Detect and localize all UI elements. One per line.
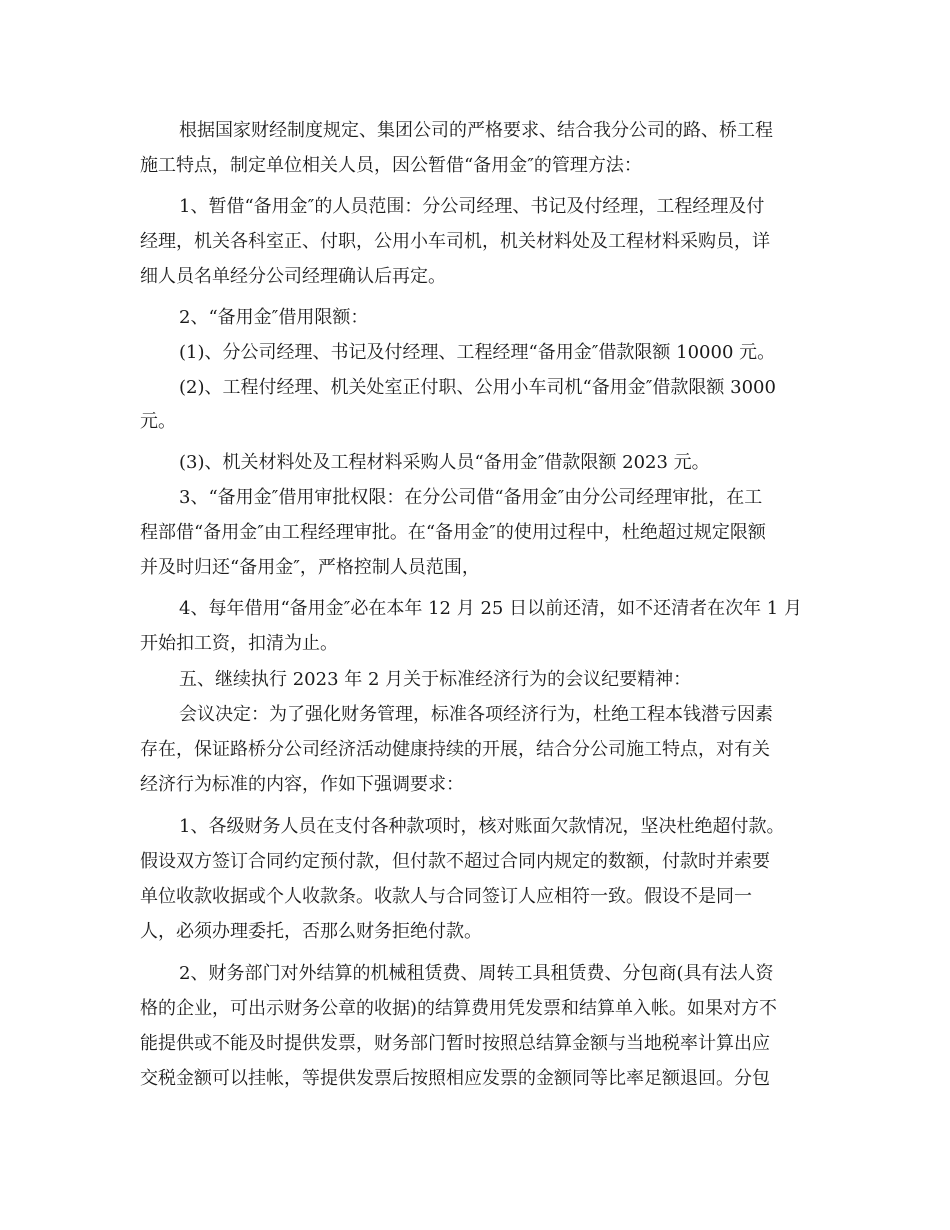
paragraph-line: 根据国家财经制度规定、集团公司的严格要求、结合我分公司的路、桥工程 (179, 120, 773, 141)
paragraph-line: 假设双方签订合同约定预付款，但付款不超过合同内规定的数额，付款时并索要 (140, 851, 770, 872)
paragraph-line: 2、“备用金″借用限额： (179, 307, 369, 328)
paragraph-line: 程部借“备用金″由工程经理审批。在“备用金″的使用过程中，杜绝超过规定限额 (140, 522, 766, 543)
paragraph-line: (3)、机关材料处及工程材料采购人员“备用金″借款限额 2023 元。 (179, 452, 710, 473)
paragraph-line: 经理，机关各科室正、付职，公用小车司机，机关材料处及工程材料采购员，详 (140, 231, 770, 252)
paragraph-line: 单位收款收据或个人收款条。收款人与合同签订人应相符一致。假设不是同一 (140, 886, 752, 907)
paragraph-line: 人，必须办理委托，否那么财务拒绝付款。 (140, 921, 482, 942)
paragraph-line: 4、每年借用“备用金″必在本年 12 月 25 日以前还清，如不还清者在次年 1 月 (179, 598, 802, 619)
paragraph-line: 能提供或不能及时提供发票，财务部门暂时按照总结算金额与当地税率计算出应 (140, 1033, 770, 1054)
paragraph-line: 经济行为标准的内容，作如下强调要求： (140, 774, 464, 795)
paragraph-line: 施工特点，制定单位相关人员，因公暂借“备用金″的管理方法： (140, 155, 642, 176)
paragraph-line: 存在，保证路桥分公司经济活动健康持续的开展，结合分公司施工特点，对有关 (140, 739, 770, 760)
paragraph-line: 并及时归还“备用金″，严格控制人员范围， (140, 557, 480, 578)
paragraph-line: 2、财务部门对外结算的机械租赁费、周转工具租赁费、分包商(具有法人资 (179, 963, 774, 984)
paragraph-line: 细人员名单经分公司经理确认后再定。 (140, 266, 446, 287)
paragraph-line: 1、暂借“备用金″的人员范围：分公司经理、书记及付经理，工程经理及付 (179, 196, 765, 217)
paragraph-line: (1)、分公司经理、书记及付经理、工程经理“备用金″借款限额 10000 元。 (179, 342, 776, 363)
paragraph-line: 元。 (140, 411, 176, 432)
paragraph-line: 会议决定：为了强化财务管理，标准各项经济行为，杜绝工程本钱潜亏因素 (179, 704, 773, 725)
paragraph-line: 1、各级财务人员在支付各种款项时，核对账面欠款情况，坚决杜绝超付款。 (179, 816, 785, 837)
paragraph-line: 开始扣工资，扣清为止。 (140, 633, 338, 654)
paragraph-line: (2)、工程付经理、机关处室正付职、公用小车司机“备用金″借款限额 3000 (179, 377, 776, 398)
paragraph-line: 格的企业，可出示财务公章的收据)的结算费用凭发票和结算单入帐。如果对方不 (140, 998, 778, 1019)
paragraph-line: 3、“备用金″借用审批权限：在分公司借“备用金″由分公司经理审批，在工 (179, 487, 763, 508)
paragraph-line: 五、继续执行 2023 年 2 月关于标准经济行为的会议纪要精神： (179, 669, 692, 690)
paragraph-line: 交税金额可以挂帐，等提供发票后按照相应发票的金额同等比率足额退回。分包 (140, 1068, 770, 1089)
